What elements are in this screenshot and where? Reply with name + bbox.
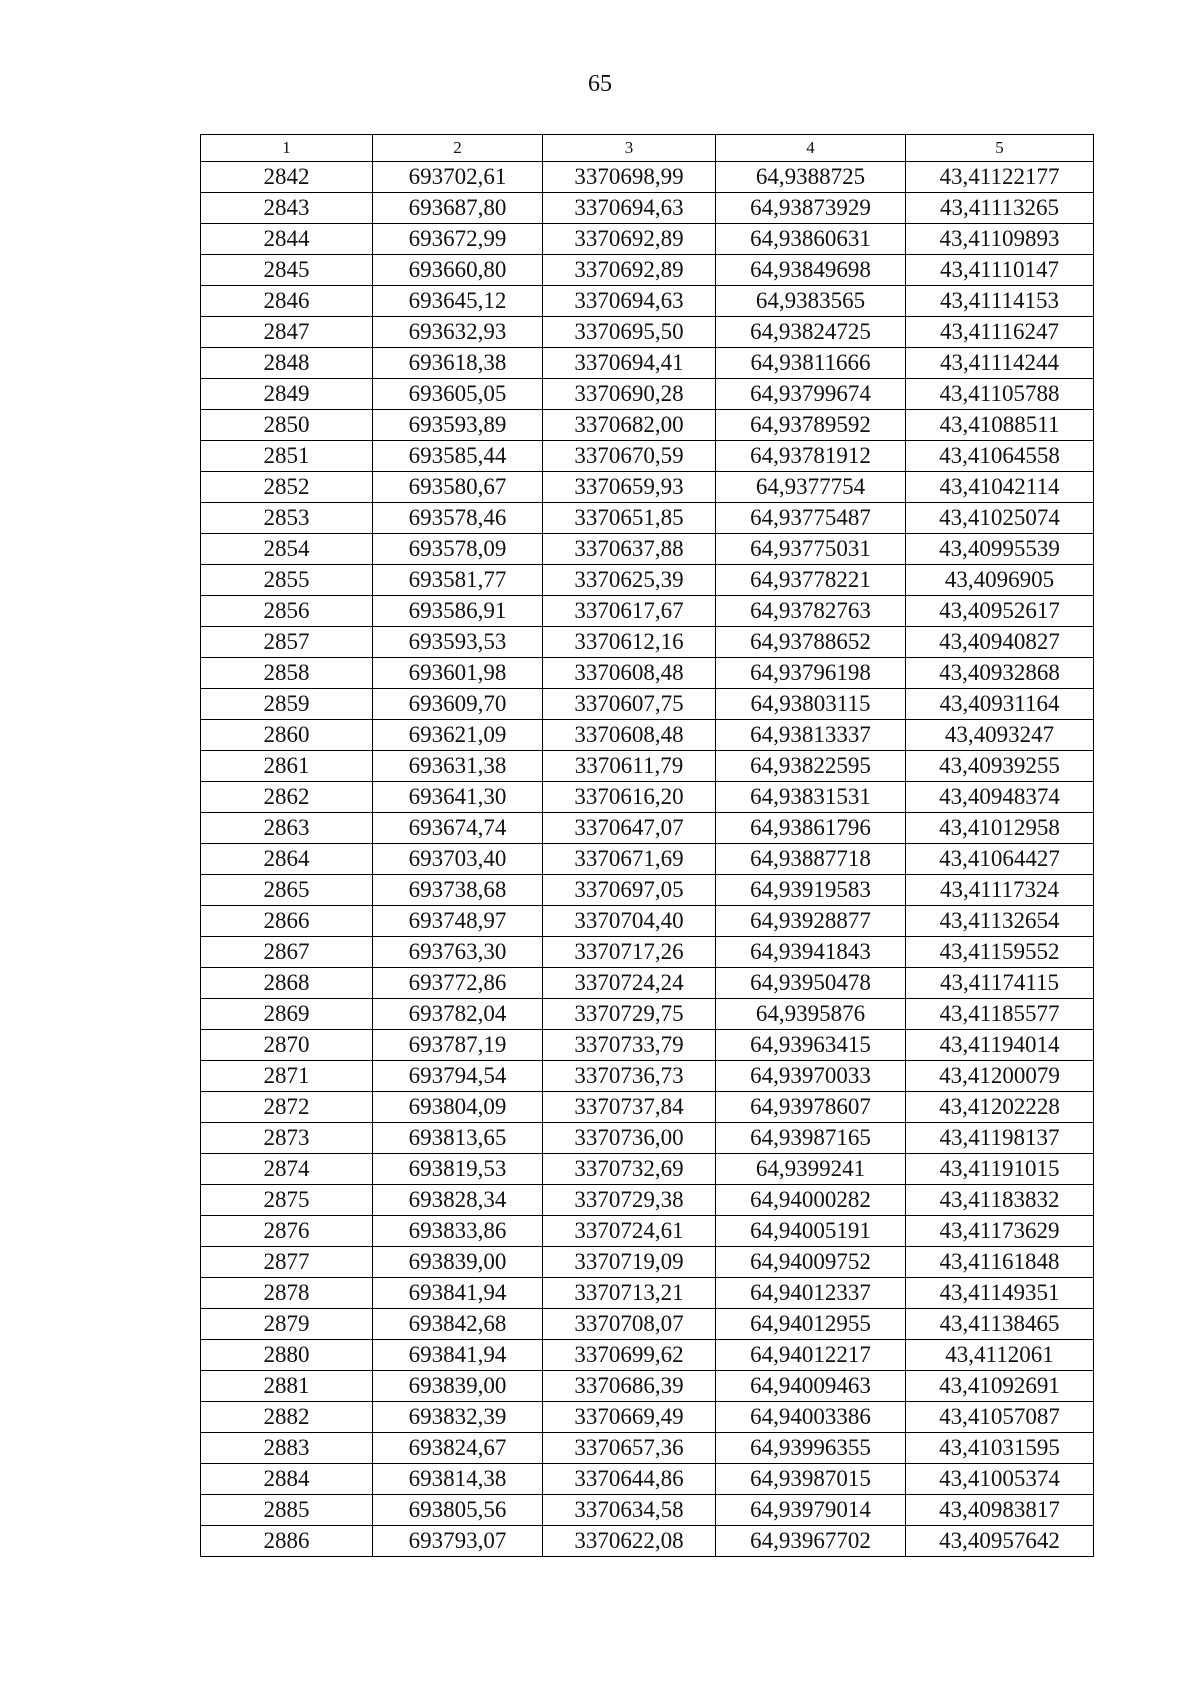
table-cell: 693578,09 (373, 534, 543, 565)
table-cell: 2843 (201, 193, 373, 224)
table-cell: 693641,30 (373, 782, 543, 813)
table-cell: 693618,38 (373, 348, 543, 379)
table-cell: 43,41183832 (906, 1185, 1094, 1216)
table-cell: 693824,67 (373, 1433, 543, 1464)
column-header: 1 (201, 135, 373, 162)
table-cell: 2881 (201, 1371, 373, 1402)
table-cell: 64,93849698 (716, 255, 906, 286)
table-cell: 43,4093247 (906, 720, 1094, 751)
table-cell: 2842 (201, 162, 373, 193)
table-cell: 693605,05 (373, 379, 543, 410)
table-cell: 2882 (201, 1402, 373, 1433)
table-cell: 693609,70 (373, 689, 543, 720)
table-cell: 43,40931164 (906, 689, 1094, 720)
table-cell: 43,41114153 (906, 286, 1094, 317)
table-cell: 2856 (201, 596, 373, 627)
table-cell: 3370724,24 (543, 968, 716, 999)
table-cell: 693586,91 (373, 596, 543, 627)
table-row (201, 1371, 1094, 1402)
table-cell: 2845 (201, 255, 373, 286)
table-cell: 3370670,59 (543, 441, 716, 472)
table-cell: 64,94009752 (716, 1247, 906, 1278)
table-cell: 693738,68 (373, 875, 543, 906)
table-cell: 3370717,26 (543, 937, 716, 968)
table-cell: 3370729,38 (543, 1185, 716, 1216)
table-cell: 2846 (201, 286, 373, 317)
table-row (201, 1278, 1094, 1309)
column-header: 4 (716, 135, 906, 162)
table-cell: 3370695,50 (543, 317, 716, 348)
table-cell: 43,41092691 (906, 1371, 1094, 1402)
table-cell: 43,41149351 (906, 1278, 1094, 1309)
table-cell: 2848 (201, 348, 373, 379)
table-cell: 3370608,48 (543, 658, 716, 689)
table-cell: 43,40952617 (906, 596, 1094, 627)
table-cell: 2864 (201, 844, 373, 875)
table-row (201, 224, 1094, 255)
table-cell: 693593,89 (373, 410, 543, 441)
table-cell: 64,93775487 (716, 503, 906, 534)
table-cell: 43,41117324 (906, 875, 1094, 906)
table-cell: 43,41122177 (906, 162, 1094, 193)
table-cell: 3370690,28 (543, 379, 716, 410)
table-cell: 43,40957642 (906, 1526, 1094, 1557)
table-row (201, 1309, 1094, 1340)
table-cell: 43,4112061 (906, 1340, 1094, 1371)
table-cell: 64,93781912 (716, 441, 906, 472)
table-cell: 693787,19 (373, 1030, 543, 1061)
table-cell: 64,93970033 (716, 1061, 906, 1092)
table-cell: 43,41113265 (906, 193, 1094, 224)
table-cell: 693703,40 (373, 844, 543, 875)
table-cell: 693814,38 (373, 1464, 543, 1495)
table-cell: 3370692,89 (543, 255, 716, 286)
table-cell: 693585,44 (373, 441, 543, 472)
table-cell: 64,94009463 (716, 1371, 906, 1402)
table-cell: 693632,93 (373, 317, 543, 348)
table-row (201, 255, 1094, 286)
table-cell: 64,93963415 (716, 1030, 906, 1061)
table-cell: 3370634,58 (543, 1495, 716, 1526)
table-cell: 43,40983817 (906, 1495, 1094, 1526)
table-cell: 43,41185577 (906, 999, 1094, 1030)
column-header: 5 (906, 135, 1094, 162)
table-cell: 64,93831531 (716, 782, 906, 813)
table-cell: 3370698,99 (543, 162, 716, 193)
table-row (201, 162, 1094, 193)
table-cell: 2854 (201, 534, 373, 565)
table-cell: 693841,94 (373, 1278, 543, 1309)
table-cell: 2875 (201, 1185, 373, 1216)
table-cell: 43,40995539 (906, 534, 1094, 565)
table-cell: 64,9399241 (716, 1154, 906, 1185)
table-cell: 43,41109893 (906, 224, 1094, 255)
table-cell: 3370724,61 (543, 1216, 716, 1247)
table-cell: 3370736,73 (543, 1061, 716, 1092)
table-cell: 693839,00 (373, 1371, 543, 1402)
table-cell: 2852 (201, 472, 373, 503)
table-row (201, 1061, 1094, 1092)
table-cell: 2874 (201, 1154, 373, 1185)
table-cell: 43,41031595 (906, 1433, 1094, 1464)
table-row (201, 1030, 1094, 1061)
table-cell: 693804,09 (373, 1092, 543, 1123)
table-cell: 64,93860631 (716, 224, 906, 255)
table-cell: 64,93950478 (716, 968, 906, 999)
table-cell: 3370719,09 (543, 1247, 716, 1278)
table-cell: 64,93967702 (716, 1526, 906, 1557)
table-cell: 64,93796198 (716, 658, 906, 689)
table-row (201, 1247, 1094, 1278)
table-cell: 2847 (201, 317, 373, 348)
table-row (201, 1464, 1094, 1495)
table-cell: 64,93813337 (716, 720, 906, 751)
table-row (201, 844, 1094, 875)
table-cell: 2885 (201, 1495, 373, 1526)
table-cell: 43,41064558 (906, 441, 1094, 472)
table-cell: 43,41194014 (906, 1030, 1094, 1061)
table-cell: 2876 (201, 1216, 373, 1247)
table-cell: 2878 (201, 1278, 373, 1309)
table-cell: 64,93978607 (716, 1092, 906, 1123)
table-cell: 64,93811666 (716, 348, 906, 379)
table-cell: 2850 (201, 410, 373, 441)
table-cell: 64,94012955 (716, 1309, 906, 1340)
table-cell: 64,93799674 (716, 379, 906, 410)
table-cell: 2844 (201, 224, 373, 255)
table-cell: 2849 (201, 379, 373, 410)
table-row (201, 379, 1094, 410)
page-number: 65 (588, 71, 612, 97)
table-cell: 2858 (201, 658, 373, 689)
table-cell: 43,41138465 (906, 1309, 1094, 1340)
table-cell: 64,93788652 (716, 627, 906, 658)
table-row (201, 317, 1094, 348)
table-cell: 3370644,86 (543, 1464, 716, 1495)
table-cell: 2857 (201, 627, 373, 658)
table-row (201, 286, 1094, 317)
table-cell: 693828,34 (373, 1185, 543, 1216)
table-cell: 3370611,79 (543, 751, 716, 782)
table-cell: 43,41159552 (906, 937, 1094, 968)
table-cell: 64,93979014 (716, 1495, 906, 1526)
table-row (201, 813, 1094, 844)
table-cell: 2853 (201, 503, 373, 534)
table-row (201, 410, 1094, 441)
table-cell: 64,93778221 (716, 565, 906, 596)
table-cell: 64,94012337 (716, 1278, 906, 1309)
table-cell: 3370694,63 (543, 286, 716, 317)
table-row (201, 534, 1094, 565)
table-cell: 64,9383565 (716, 286, 906, 317)
table-row (201, 1123, 1094, 1154)
table-cell: 2865 (201, 875, 373, 906)
table-cell: 693782,04 (373, 999, 543, 1030)
table-cell: 3370736,00 (543, 1123, 716, 1154)
table-cell: 2879 (201, 1309, 373, 1340)
table-cell: 3370704,40 (543, 906, 716, 937)
table-row (201, 937, 1094, 968)
table-cell: 43,41132654 (906, 906, 1094, 937)
table-cell: 693794,54 (373, 1061, 543, 1092)
table-cell: 3370737,84 (543, 1092, 716, 1123)
table-cell: 43,41191015 (906, 1154, 1094, 1185)
table-cell: 3370708,07 (543, 1309, 716, 1340)
table-cell: 2872 (201, 1092, 373, 1123)
table-cell: 43,40932868 (906, 658, 1094, 689)
table-cell: 693793,07 (373, 1526, 543, 1557)
table-cell: 3370699,62 (543, 1340, 716, 1371)
table-cell: 64,94003386 (716, 1402, 906, 1433)
table-cell: 3370682,00 (543, 410, 716, 441)
table-cell: 64,93987015 (716, 1464, 906, 1495)
table-cell: 693674,74 (373, 813, 543, 844)
table-cell: 43,41012958 (906, 813, 1094, 844)
table-cell: 693763,30 (373, 937, 543, 968)
table-cell: 693580,67 (373, 472, 543, 503)
table-cell: 693819,53 (373, 1154, 543, 1185)
table-row (201, 875, 1094, 906)
table-cell: 43,41088511 (906, 410, 1094, 441)
table-row (201, 441, 1094, 472)
table-cell: 43,41025074 (906, 503, 1094, 534)
table-cell: 3370671,69 (543, 844, 716, 875)
table-row (201, 689, 1094, 720)
table-cell: 3370612,16 (543, 627, 716, 658)
table-cell: 2883 (201, 1433, 373, 1464)
table-cell: 3370607,75 (543, 689, 716, 720)
table-row (201, 503, 1094, 534)
table-cell: 64,93861796 (716, 813, 906, 844)
table-cell: 693631,38 (373, 751, 543, 782)
table-row (201, 1433, 1094, 1464)
table-cell: 43,40939255 (906, 751, 1094, 782)
table-row (201, 1154, 1094, 1185)
table-cell: 2884 (201, 1464, 373, 1495)
table-row (201, 782, 1094, 813)
table-cell: 3370657,36 (543, 1433, 716, 1464)
table-row (201, 1092, 1094, 1123)
table-cell: 2861 (201, 751, 373, 782)
table-row (201, 348, 1094, 379)
table-cell: 693748,97 (373, 906, 543, 937)
table-cell: 693578,46 (373, 503, 543, 534)
table-cell: 2871 (201, 1061, 373, 1092)
table-cell: 43,40948374 (906, 782, 1094, 813)
table-cell: 3370651,85 (543, 503, 716, 534)
table-cell: 3370608,48 (543, 720, 716, 751)
table-cell: 2855 (201, 565, 373, 596)
table-cell: 43,41116247 (906, 317, 1094, 348)
table-cell: 64,94012217 (716, 1340, 906, 1371)
table-cell: 43,41057087 (906, 1402, 1094, 1433)
table-cell: 43,41173629 (906, 1216, 1094, 1247)
table-row (201, 1402, 1094, 1433)
table-cell: 693621,09 (373, 720, 543, 751)
table-cell: 2867 (201, 937, 373, 968)
table-cell: 2886 (201, 1526, 373, 1557)
table-row (201, 596, 1094, 627)
table-cell: 43,4096905 (906, 565, 1094, 596)
table-row (201, 999, 1094, 1030)
table-cell: 64,9388725 (716, 162, 906, 193)
table-cell: 43,41161848 (906, 1247, 1094, 1278)
table-cell: 3370694,41 (543, 348, 716, 379)
table-cell: 2866 (201, 906, 373, 937)
coordinates-table (200, 134, 1094, 1557)
table-cell: 64,93873929 (716, 193, 906, 224)
table-cell: 43,41042114 (906, 472, 1094, 503)
table-cell: 64,93887718 (716, 844, 906, 875)
table-cell: 2859 (201, 689, 373, 720)
table-cell: 2869 (201, 999, 373, 1030)
table-row (201, 565, 1094, 596)
table-cell: 3370732,69 (543, 1154, 716, 1185)
column-header: 3 (543, 135, 716, 162)
table-cell: 64,93824725 (716, 317, 906, 348)
table-cell: 2868 (201, 968, 373, 999)
table-cell: 693702,61 (373, 162, 543, 193)
table-cell: 64,93919583 (716, 875, 906, 906)
table-cell: 43,41105788 (906, 379, 1094, 410)
table-row (201, 968, 1094, 999)
table-row (201, 1526, 1094, 1557)
table-cell: 64,9395876 (716, 999, 906, 1030)
table-cell: 43,41198137 (906, 1123, 1094, 1154)
table-row (201, 1340, 1094, 1371)
table-cell: 64,93987165 (716, 1123, 906, 1154)
table-row (201, 720, 1094, 751)
table-cell: 64,93775031 (716, 534, 906, 565)
table-cell: 64,93803115 (716, 689, 906, 720)
table-cell: 43,41202228 (906, 1092, 1094, 1123)
table-row (201, 472, 1094, 503)
table-cell: 64,93822595 (716, 751, 906, 782)
table-cell: 43,41110147 (906, 255, 1094, 286)
table-cell: 3370686,39 (543, 1371, 716, 1402)
column-header: 2 (373, 135, 543, 162)
table-cell: 693772,86 (373, 968, 543, 999)
table-row (201, 658, 1094, 689)
table-cell: 693581,77 (373, 565, 543, 596)
table-row (201, 193, 1094, 224)
table-body (201, 162, 1094, 1557)
table-cell: 693593,53 (373, 627, 543, 658)
table-cell: 693672,99 (373, 224, 543, 255)
table-cell: 693645,12 (373, 286, 543, 317)
table-cell: 693601,98 (373, 658, 543, 689)
table-cell: 3370733,79 (543, 1030, 716, 1061)
table-cell: 64,94005191 (716, 1216, 906, 1247)
table-cell: 3370617,67 (543, 596, 716, 627)
table-cell: 693842,68 (373, 1309, 543, 1340)
table-cell: 2862 (201, 782, 373, 813)
table-cell: 693833,86 (373, 1216, 543, 1247)
table-cell: 43,41064427 (906, 844, 1094, 875)
table-cell: 2851 (201, 441, 373, 472)
table-cell: 64,94000282 (716, 1185, 906, 1216)
table-cell: 3370713,21 (543, 1278, 716, 1309)
table-cell: 2863 (201, 813, 373, 844)
table-cell: 693841,94 (373, 1340, 543, 1371)
table-cell: 64,93996355 (716, 1433, 906, 1464)
table-cell: 693813,65 (373, 1123, 543, 1154)
table-cell: 3370616,20 (543, 782, 716, 813)
table-cell: 2880 (201, 1340, 373, 1371)
table-cell: 3370659,93 (543, 472, 716, 503)
table-cell: 43,41200079 (906, 1061, 1094, 1092)
table-cell: 3370622,08 (543, 1526, 716, 1557)
table-cell: 2870 (201, 1030, 373, 1061)
table-cell: 3370647,07 (543, 813, 716, 844)
table-cell: 3370729,75 (543, 999, 716, 1030)
table-row (201, 1185, 1094, 1216)
table-cell: 693687,80 (373, 193, 543, 224)
header-row (201, 135, 1094, 162)
table-cell: 43,41114244 (906, 348, 1094, 379)
table-cell: 3370697,05 (543, 875, 716, 906)
table-row (201, 906, 1094, 937)
table-cell: 2860 (201, 720, 373, 751)
table-cell: 64,9377754 (716, 472, 906, 503)
table-cell: 693839,00 (373, 1247, 543, 1278)
table-cell: 2877 (201, 1247, 373, 1278)
table-cell: 2873 (201, 1123, 373, 1154)
table-cell: 43,40940827 (906, 627, 1094, 658)
table-cell: 64,93789592 (716, 410, 906, 441)
table-cell: 64,93941843 (716, 937, 906, 968)
table-cell: 64,93928877 (716, 906, 906, 937)
table-cell: 693832,39 (373, 1402, 543, 1433)
table-cell: 64,93782763 (716, 596, 906, 627)
table-row (201, 1495, 1094, 1526)
table-row (201, 1216, 1094, 1247)
table-cell: 3370625,39 (543, 565, 716, 596)
table-cell: 3370637,88 (543, 534, 716, 565)
table-cell: 3370692,89 (543, 224, 716, 255)
table-row (201, 627, 1094, 658)
table-cell: 693660,80 (373, 255, 543, 286)
table-cell: 3370669,49 (543, 1402, 716, 1433)
table-cell: 693805,56 (373, 1495, 543, 1526)
table-cell: 3370694,63 (543, 193, 716, 224)
table-row (201, 751, 1094, 782)
table-cell: 43,41174115 (906, 968, 1094, 999)
table-cell: 43,41005374 (906, 1464, 1094, 1495)
